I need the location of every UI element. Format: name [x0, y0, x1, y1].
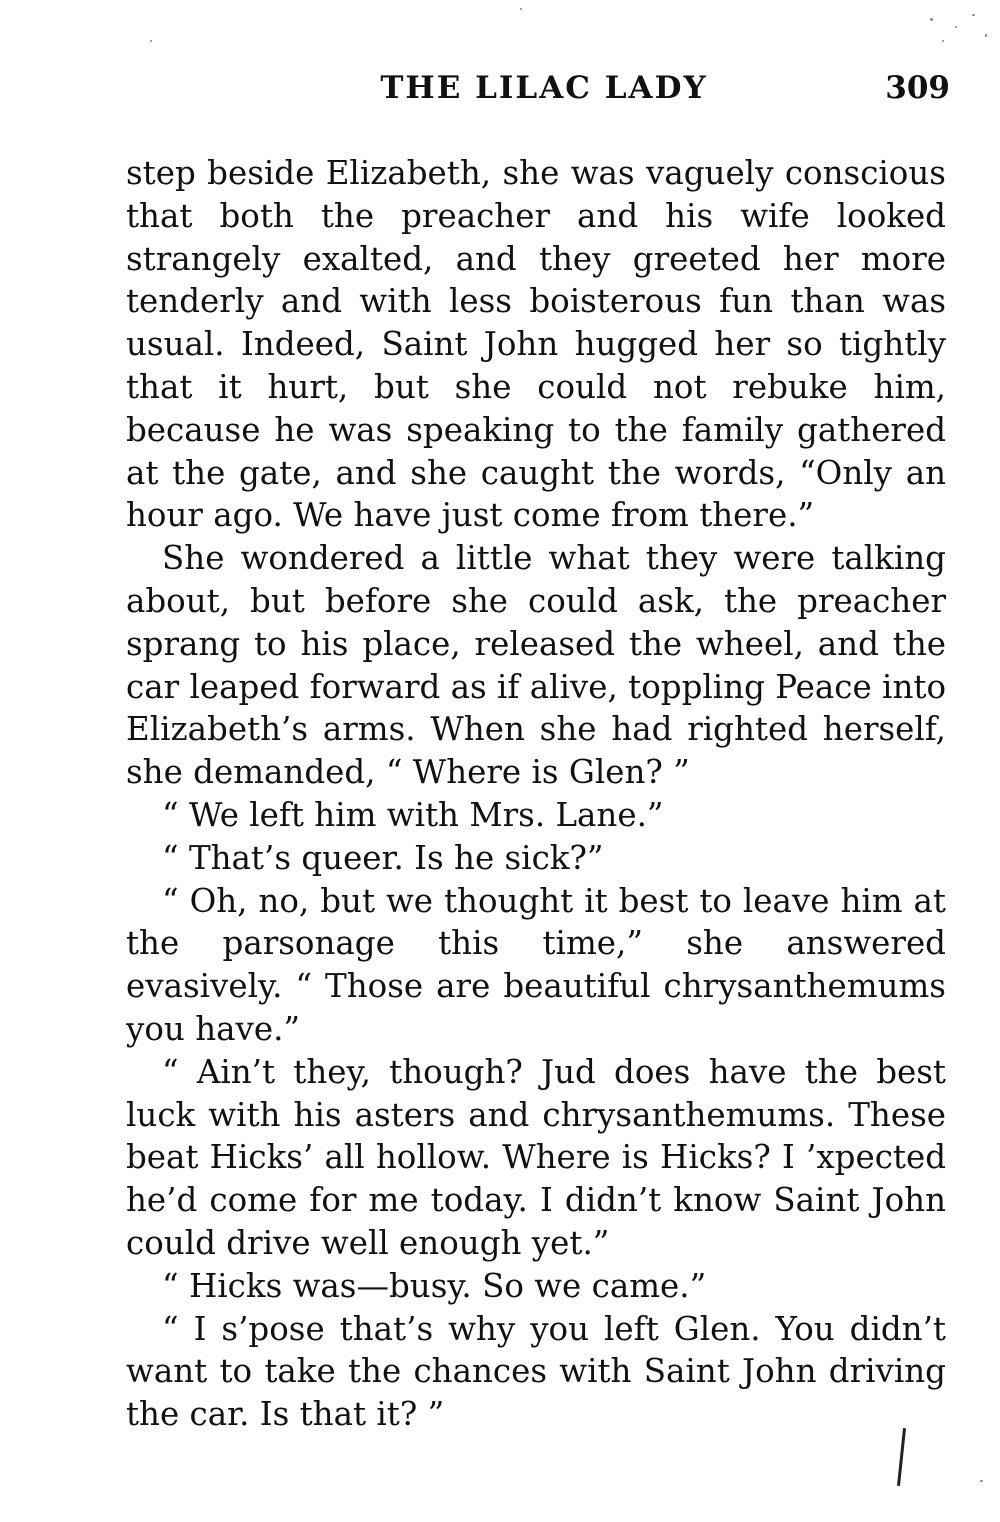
paragraph: She wondered a little what they were talking about, but before she could ask, the preacher sprang to his place, released the wheel, and the car leaped forward as if alive, toppling Peace into Elizabeth’s arms. When she had righted herself, she demanded, “ Where is Glen? ”: [126, 539, 947, 792]
paragraph: step beside Elizabeth, she was vaguely conscious that both the preacher and his wife looked strangely exalted, and they greeted her more tenderly and with less boisterous fun than was usual. Indeed, Saint John hugged her so tightly that it hurt, but she could not rebuke him, because he was speaking to the family gathered at the gate, and she caught the words, “Only an hour ago. We have just come from there.”: [126, 154, 946, 535]
body-text: [126, 152, 946, 1436]
paragraph: “ That’s queer. Is he sick?”: [162, 838, 604, 877]
scan-speck: [520, 8, 522, 10]
scan-speck: [930, 18, 933, 21]
scan-speck: [980, 1480, 983, 1482]
scan-mark: [897, 1428, 906, 1486]
paragraph: “ I s’pose that’s why you left Glen. You didn’t want to take the chances with Saint John driving the car. Is that it? ”: [126, 1309, 946, 1434]
paragraph: “ We left him with Mrs. Lane.”: [162, 795, 664, 834]
paragraph: “ Oh, no, but we thought it best to leave him at the parsonage this time,” she answered evasively. “ Those are beautiful chrysanthemums you have.”: [126, 881, 946, 1048]
scan-speck: [985, 34, 987, 37]
scan-speck: [942, 40, 944, 42]
page-number: 309: [885, 70, 950, 106]
running-title: THE LILAC LADY: [380, 70, 708, 106]
paragraph: “ Ain’t they, though? Jud does have the best luck with his asters and chrysanthemums. These beat Hicks’ all hollow. Where is Hicks? I ’xpected he’d come for me today. I didn’t know Saint John could drive well enough yet.”: [126, 1052, 946, 1262]
running-head: [126, 70, 962, 114]
scan-speck: [150, 40, 152, 42]
scan-speck: [955, 26, 957, 28]
scan-speck: [972, 14, 975, 16]
paragraph: “ Hicks was—busy. So we came.”: [162, 1266, 707, 1305]
